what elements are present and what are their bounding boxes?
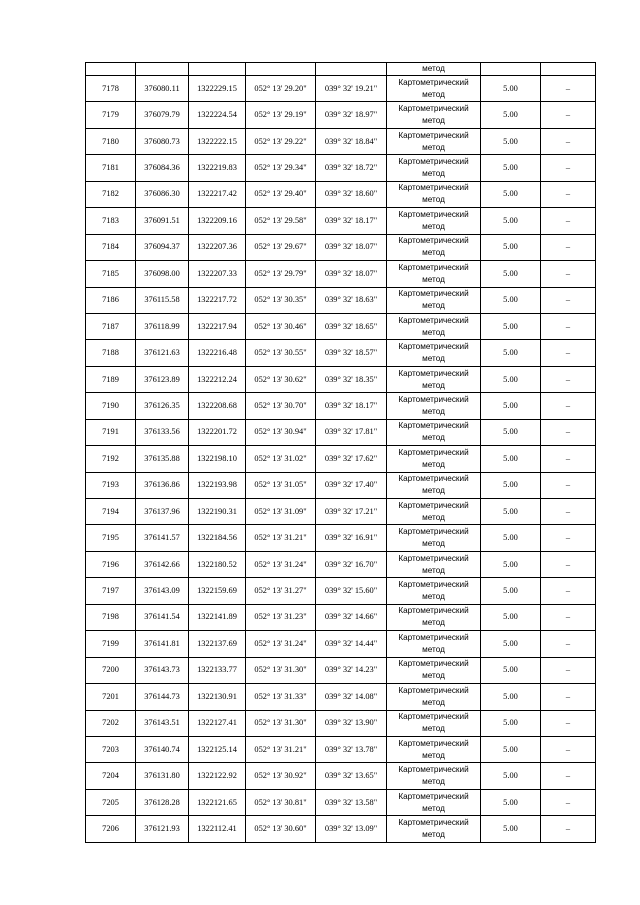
cell-latitude: 052° 13' 31.21" [246, 736, 316, 762]
cell-x: 376133.56 [136, 419, 189, 445]
cell-x: 376115.58 [136, 287, 189, 313]
cell-y: 1322137.69 [189, 631, 246, 657]
cell-method: Картометрический метод [387, 208, 481, 234]
cell-latitude: 052° 13' 30.35" [246, 287, 316, 313]
table-row [86, 128, 596, 154]
cell-accuracy: 5.00 [481, 578, 541, 604]
cell-latitude: 052° 13' 29.20" [246, 76, 316, 102]
cell-method: Картометрический метод [387, 76, 481, 102]
table-row [86, 657, 596, 683]
cell-point-number: 7204 [86, 763, 136, 789]
cell-y: 1322219.83 [189, 155, 246, 181]
cell-note: – [541, 287, 596, 313]
cell-accuracy: 5.00 [481, 393, 541, 419]
cell-y: 1322209.16 [189, 208, 246, 234]
cell-note: – [541, 313, 596, 339]
cell-latitude: 052° 13' 31.30" [246, 710, 316, 736]
cell-y: 1322201.72 [189, 419, 246, 445]
cell-point-number: 7186 [86, 287, 136, 313]
cell-note: – [541, 393, 596, 419]
cell-point-number: 7195 [86, 525, 136, 551]
table-row [86, 208, 596, 234]
cell-latitude [246, 63, 316, 76]
cell-x: 376123.89 [136, 366, 189, 392]
cell-y: 1322127.41 [189, 710, 246, 736]
cell-y [189, 63, 246, 76]
cell-latitude: 052° 13' 31.24" [246, 631, 316, 657]
cell-note: – [541, 578, 596, 604]
cell-accuracy: 5.00 [481, 102, 541, 128]
cell-x: 376141.54 [136, 604, 189, 630]
cell-x: 376141.57 [136, 525, 189, 551]
cell-method: Картометрический метод [387, 604, 481, 630]
cell-note: – [541, 340, 596, 366]
table-row [86, 631, 596, 657]
cell-y: 1322222.15 [189, 128, 246, 154]
cell-x: 376131.80 [136, 763, 189, 789]
cell-accuracy: 5.00 [481, 789, 541, 815]
cell-method: Картометрический метод [387, 181, 481, 207]
table-row [86, 499, 596, 525]
cell-method: Картометрический метод [387, 419, 481, 445]
cell-accuracy: 5.00 [481, 261, 541, 287]
cell-note: – [541, 419, 596, 445]
cell-accuracy: 5.00 [481, 604, 541, 630]
cell-point-number: 7192 [86, 446, 136, 472]
cell-point-number: 7185 [86, 261, 136, 287]
cell-x: 376098.00 [136, 261, 189, 287]
cell-latitude: 052° 13' 31.21" [246, 525, 316, 551]
table-row [86, 816, 596, 842]
table-row [86, 261, 596, 287]
cell-x [136, 63, 189, 76]
cell-latitude: 052° 13' 30.70" [246, 393, 316, 419]
cell-longitude: 039° 32' 14.23" [316, 657, 387, 683]
cell-longitude: 039° 32' 18.65" [316, 313, 387, 339]
cell-longitude: 039° 32' 18.35" [316, 366, 387, 392]
cell-method: Картометрический метод [387, 657, 481, 683]
cell-accuracy: 5.00 [481, 816, 541, 842]
table-row [86, 393, 596, 419]
cell-longitude: 039° 32' 18.60" [316, 181, 387, 207]
cell-y: 1322130.91 [189, 684, 246, 710]
cell-latitude: 052° 13' 29.58" [246, 208, 316, 234]
table-row [86, 446, 596, 472]
cell-point-number: 7200 [86, 657, 136, 683]
cell-accuracy: 5.00 [481, 763, 541, 789]
cell-x: 376128.28 [136, 789, 189, 815]
cell-longitude: 039° 32' 18.84" [316, 128, 387, 154]
cell-y: 1322112.41 [189, 816, 246, 842]
cell-y: 1322193.98 [189, 472, 246, 498]
cell-point-number: 7181 [86, 155, 136, 181]
cell-latitude: 052° 13' 29.40" [246, 181, 316, 207]
cell-longitude: 039° 32' 18.07" [316, 234, 387, 260]
cell-point-number: 7196 [86, 551, 136, 577]
cell-accuracy: 5.00 [481, 208, 541, 234]
table-row [86, 419, 596, 445]
cell-y: 1322217.42 [189, 181, 246, 207]
cell-accuracy: 5.00 [481, 472, 541, 498]
cell-note: – [541, 181, 596, 207]
cell-method: Картометрический метод [387, 525, 481, 551]
cell-x: 376144.73 [136, 684, 189, 710]
cell-longitude: 039° 32' 17.62" [316, 446, 387, 472]
cell-note: – [541, 631, 596, 657]
cell-latitude: 052° 13' 31.23" [246, 604, 316, 630]
table-body [86, 63, 596, 843]
cell-longitude: 039° 32' 17.81" [316, 419, 387, 445]
cell-longitude: 039° 32' 18.17" [316, 393, 387, 419]
cell-x: 376135.88 [136, 446, 189, 472]
cell-longitude: 039° 32' 14.66" [316, 604, 387, 630]
table-row [86, 789, 596, 815]
cell-longitude: 039° 32' 13.09" [316, 816, 387, 842]
cell-note: – [541, 76, 596, 102]
cell-y: 1322122.92 [189, 763, 246, 789]
table-row [86, 155, 596, 181]
cell-x: 376086.30 [136, 181, 189, 207]
cell-x: 376136.86 [136, 472, 189, 498]
cell-method: Картометрический метод [387, 446, 481, 472]
cell-x: 376094.37 [136, 234, 189, 260]
cell-x: 376091.51 [136, 208, 189, 234]
cell-longitude: 039° 32' 13.78" [316, 736, 387, 762]
cell-y: 1322207.33 [189, 261, 246, 287]
cell-point-number: 7183 [86, 208, 136, 234]
cell-y: 1322216.48 [189, 340, 246, 366]
cell-note: – [541, 789, 596, 815]
cell-longitude: 039° 32' 18.97" [316, 102, 387, 128]
cell-method: Картометрический метод [387, 234, 481, 260]
cell-point-number: 7205 [86, 789, 136, 815]
cell-method: Картометрический метод [387, 499, 481, 525]
cell-y: 1322224.54 [189, 102, 246, 128]
cell-x: 376079.79 [136, 102, 189, 128]
cell-method: Картометрический метод [387, 472, 481, 498]
cell-longitude: 039° 32' 18.57" [316, 340, 387, 366]
cell-point-number: 7178 [86, 76, 136, 102]
cell-note: – [541, 208, 596, 234]
cell-note: – [541, 155, 596, 181]
cell-longitude: 039° 32' 16.91" [316, 525, 387, 551]
cell-x: 376143.09 [136, 578, 189, 604]
cell-y: 1322198.10 [189, 446, 246, 472]
cell-point-number: 7184 [86, 234, 136, 260]
table-row [86, 525, 596, 551]
cell-note [541, 63, 596, 76]
cell-latitude: 052° 13' 31.30" [246, 657, 316, 683]
cell-longitude: 039° 32' 13.58" [316, 789, 387, 815]
cell-point-number: 7191 [86, 419, 136, 445]
cell-x: 376121.63 [136, 340, 189, 366]
cell-accuracy: 5.00 [481, 499, 541, 525]
cell-note: – [541, 684, 596, 710]
cell-x: 376080.11 [136, 76, 189, 102]
cell-longitude: 039° 32' 14.44" [316, 631, 387, 657]
cell-longitude: 039° 32' 13.90" [316, 710, 387, 736]
cell-method: Картометрический метод [387, 631, 481, 657]
cell-longitude: 039° 32' 14.08" [316, 684, 387, 710]
cell-latitude: 052° 13' 30.46" [246, 313, 316, 339]
cell-x: 376137.96 [136, 499, 189, 525]
cell-note: – [541, 604, 596, 630]
cell-x: 376084.36 [136, 155, 189, 181]
table-row [86, 102, 596, 128]
cell-latitude: 052° 13' 31.33" [246, 684, 316, 710]
cell-method: Картометрический метод [387, 155, 481, 181]
cell-latitude: 052° 13' 29.67" [246, 234, 316, 260]
cell-accuracy: 5.00 [481, 631, 541, 657]
cell-note: – [541, 499, 596, 525]
cell-longitude: 039° 32' 18.63" [316, 287, 387, 313]
table-row [86, 736, 596, 762]
cell-method: Картометрический метод [387, 551, 481, 577]
cell-point-number: 7188 [86, 340, 136, 366]
cell-note: – [541, 446, 596, 472]
table-row [86, 76, 596, 102]
cell-longitude: 039° 32' 18.17" [316, 208, 387, 234]
cell-accuracy: 5.00 [481, 181, 541, 207]
cell-note: – [541, 128, 596, 154]
cell-point-number: 7206 [86, 816, 136, 842]
table-row [86, 234, 596, 260]
cell-method: Картометрический метод [387, 128, 481, 154]
cell-x: 376118.99 [136, 313, 189, 339]
cell-latitude: 052° 13' 30.92" [246, 763, 316, 789]
cell-y: 1322190.31 [189, 499, 246, 525]
cell-note: – [541, 710, 596, 736]
coordinates-table [85, 62, 596, 843]
cell-x: 376142.66 [136, 551, 189, 577]
cell-y: 1322217.94 [189, 313, 246, 339]
cell-accuracy: 5.00 [481, 287, 541, 313]
cell-longitude: 039° 32' 18.07" [316, 261, 387, 287]
cell-longitude: 039° 32' 19.21" [316, 76, 387, 102]
cell-latitude: 052° 13' 30.94" [246, 419, 316, 445]
cell-method: Картометрический метод [387, 789, 481, 815]
cell-y: 1322141.89 [189, 604, 246, 630]
cell-point-number: 7179 [86, 102, 136, 128]
cell-point-number: 7203 [86, 736, 136, 762]
cell-note: – [541, 657, 596, 683]
cell-method: Картометрический метод [387, 393, 481, 419]
cell-accuracy: 5.00 [481, 76, 541, 102]
cell-accuracy: 5.00 [481, 128, 541, 154]
table-row [86, 710, 596, 736]
table-row [86, 684, 596, 710]
cell-point-number: 7199 [86, 631, 136, 657]
cell-x: 376141.81 [136, 631, 189, 657]
table-row [86, 313, 596, 339]
cell-accuracy: 5.00 [481, 551, 541, 577]
table-row [86, 340, 596, 366]
cell-latitude: 052° 13' 30.60" [246, 816, 316, 842]
cell-point-number: 7202 [86, 710, 136, 736]
table-row [86, 604, 596, 630]
cell-latitude: 052° 13' 30.81" [246, 789, 316, 815]
cell-accuracy: 5.00 [481, 419, 541, 445]
cell-note: – [541, 763, 596, 789]
cell-latitude: 052° 13' 31.24" [246, 551, 316, 577]
cell-accuracy: 5.00 [481, 525, 541, 551]
cell-latitude: 052° 13' 30.62" [246, 366, 316, 392]
cell-x: 376140.74 [136, 736, 189, 762]
cell-note: – [541, 525, 596, 551]
cell-longitude: 039° 32' 17.40" [316, 472, 387, 498]
cell-x: 376080.73 [136, 128, 189, 154]
cell-point-number: 7201 [86, 684, 136, 710]
cell-latitude: 052° 13' 31.27" [246, 578, 316, 604]
cell-latitude: 052° 13' 29.19" [246, 102, 316, 128]
cell-method: метод [387, 63, 481, 76]
cell-method: Картометрический метод [387, 287, 481, 313]
cell-y: 1322229.15 [189, 76, 246, 102]
cell-note: – [541, 472, 596, 498]
cell-note: – [541, 102, 596, 128]
cell-point-number: 7182 [86, 181, 136, 207]
cell-note: – [541, 261, 596, 287]
cell-point-number: 7198 [86, 604, 136, 630]
cell-longitude: 039° 32' 13.65" [316, 763, 387, 789]
cell-latitude: 052° 13' 30.55" [246, 340, 316, 366]
cell-accuracy: 5.00 [481, 340, 541, 366]
cell-method: Картометрический метод [387, 366, 481, 392]
cell-y: 1322207.36 [189, 234, 246, 260]
table-row [86, 763, 596, 789]
cell-accuracy [481, 63, 541, 76]
cell-accuracy: 5.00 [481, 657, 541, 683]
cell-method: Картометрический метод [387, 763, 481, 789]
table-row [86, 366, 596, 392]
table-row [86, 578, 596, 604]
cell-longitude: 039° 32' 17.21" [316, 499, 387, 525]
cell-point-number: 7190 [86, 393, 136, 419]
cell-latitude: 052° 13' 29.22" [246, 128, 316, 154]
cell-y: 1322159.69 [189, 578, 246, 604]
cell-longitude [316, 63, 387, 76]
cell-latitude: 052° 13' 31.09" [246, 499, 316, 525]
cell-method: Картометрический метод [387, 736, 481, 762]
cell-accuracy: 5.00 [481, 234, 541, 260]
cell-point-number: 7197 [86, 578, 136, 604]
cell-longitude: 039° 32' 18.72" [316, 155, 387, 181]
cell-latitude: 052° 13' 31.02" [246, 446, 316, 472]
cell-method: Картометрический метод [387, 261, 481, 287]
cell-point-number: 7180 [86, 128, 136, 154]
cell-point-number: 7193 [86, 472, 136, 498]
cell-accuracy: 5.00 [481, 446, 541, 472]
cell-method: Картометрический метод [387, 684, 481, 710]
cell-note: – [541, 234, 596, 260]
cell-accuracy: 5.00 [481, 366, 541, 392]
cell-point-number [86, 63, 136, 76]
cell-x: 376143.73 [136, 657, 189, 683]
cell-point-number: 7187 [86, 313, 136, 339]
table-row [86, 287, 596, 313]
cell-y: 1322217.72 [189, 287, 246, 313]
cell-y: 1322121.65 [189, 789, 246, 815]
cell-note: – [541, 366, 596, 392]
cell-y: 1322208.68 [189, 393, 246, 419]
cell-method: Картометрический метод [387, 313, 481, 339]
table-row [86, 472, 596, 498]
cell-longitude: 039° 32' 15.60" [316, 578, 387, 604]
cell-x: 376126.35 [136, 393, 189, 419]
cell-x: 376121.93 [136, 816, 189, 842]
cell-y: 1322180.52 [189, 551, 246, 577]
cell-latitude: 052° 13' 29.79" [246, 261, 316, 287]
table-row [86, 181, 596, 207]
cell-method: Картометрический метод [387, 578, 481, 604]
cell-accuracy: 5.00 [481, 155, 541, 181]
cell-point-number: 7194 [86, 499, 136, 525]
cell-method: Картометрический метод [387, 340, 481, 366]
cell-method: Картометрический метод [387, 710, 481, 736]
cell-point-number: 7189 [86, 366, 136, 392]
cell-y: 1322184.56 [189, 525, 246, 551]
cell-note: – [541, 736, 596, 762]
cell-accuracy: 5.00 [481, 710, 541, 736]
cell-method: Картометрический метод [387, 816, 481, 842]
cell-accuracy: 5.00 [481, 684, 541, 710]
cell-x: 376143.51 [136, 710, 189, 736]
cell-accuracy: 5.00 [481, 736, 541, 762]
cell-latitude: 052° 13' 29.34" [246, 155, 316, 181]
cell-y: 1322125.14 [189, 736, 246, 762]
cell-y: 1322212.24 [189, 366, 246, 392]
cell-note: – [541, 816, 596, 842]
cell-method: Картометрический метод [387, 102, 481, 128]
cell-accuracy: 5.00 [481, 313, 541, 339]
cell-y: 1322133.77 [189, 657, 246, 683]
cell-note: – [541, 551, 596, 577]
cell-latitude: 052° 13' 31.05" [246, 472, 316, 498]
cell-longitude: 039° 32' 16.70" [316, 551, 387, 577]
table-row-partial [86, 63, 596, 76]
table-row [86, 551, 596, 577]
